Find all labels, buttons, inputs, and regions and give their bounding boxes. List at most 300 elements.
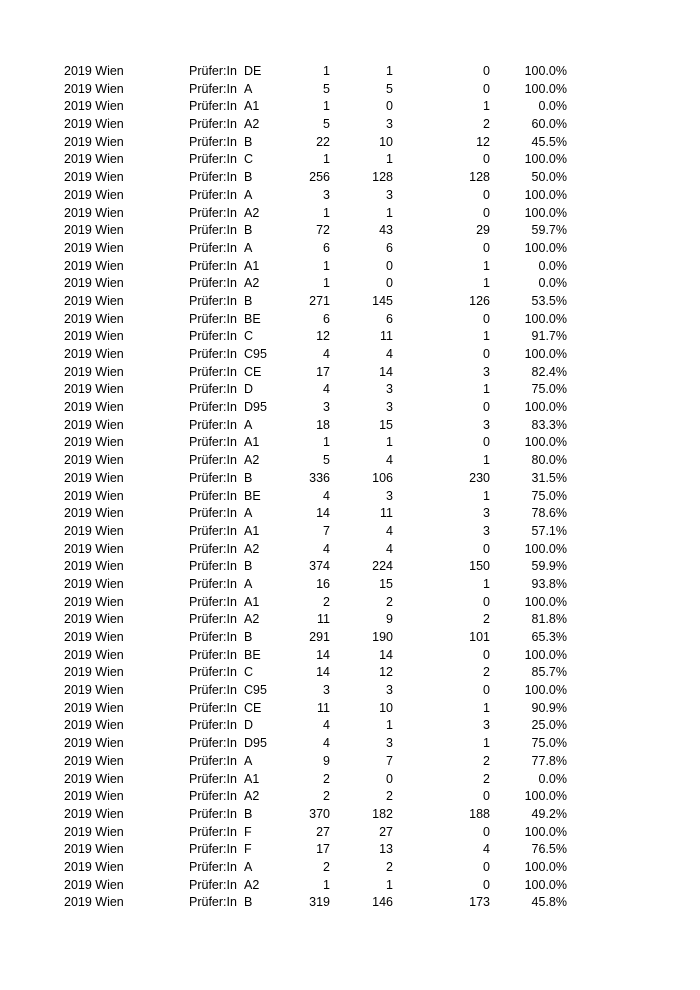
- failed-count-cell: 0: [483, 683, 490, 698]
- year-city-cell: 2019 Wien: [64, 612, 124, 627]
- role-cell: Prüfer:In: [189, 470, 237, 485]
- table-row: [0, 258, 700, 276]
- passed-count-cell: 1: [386, 877, 393, 892]
- total-count-cell: 5: [323, 81, 330, 96]
- license-class-cell: A1: [244, 258, 260, 273]
- license-class-cell: A2: [244, 117, 260, 132]
- license-class-cell: CE: [244, 700, 262, 715]
- license-class-cell: BE: [244, 311, 261, 326]
- total-count-cell: 5: [323, 453, 330, 468]
- pass-rate-cell: 100.0%: [524, 859, 567, 874]
- year-city-cell: 2019 Wien: [64, 170, 124, 185]
- failed-count-cell: 2: [483, 665, 490, 680]
- total-count-cell: 4: [323, 382, 330, 397]
- pass-rate-cell: 45.5%: [531, 134, 567, 149]
- table-row: [0, 859, 700, 877]
- total-count-cell: 370: [309, 806, 330, 821]
- role-cell: Prüfer:In: [189, 718, 237, 733]
- table-row: [0, 205, 700, 223]
- failed-count-cell: 0: [483, 205, 490, 220]
- license-class-cell: A1: [244, 594, 260, 609]
- license-class-cell: DE: [244, 64, 262, 78]
- failed-count-cell: 0: [483, 877, 490, 892]
- failed-count-cell: 0: [483, 541, 490, 556]
- table-row: [0, 293, 700, 311]
- role-cell: Prüfer:In: [189, 665, 237, 680]
- passed-count-cell: 3: [386, 488, 393, 503]
- pass-rate-cell: 83.3%: [531, 417, 567, 432]
- failed-count-cell: 1: [483, 276, 490, 291]
- table-row: [0, 523, 700, 541]
- table-row: [0, 488, 700, 506]
- passed-count-cell: 11: [380, 506, 393, 521]
- year-city-cell: 2019 Wien: [64, 64, 124, 78]
- table-row: [0, 116, 700, 134]
- role-cell: Prüfer:In: [189, 99, 237, 114]
- total-count-cell: 3: [323, 400, 330, 415]
- table-row: [0, 169, 700, 187]
- total-count-cell: 336: [309, 470, 330, 485]
- passed-count-cell: 2: [386, 789, 393, 804]
- year-city-cell: 2019 Wien: [64, 559, 124, 574]
- license-class-cell: B: [244, 470, 253, 485]
- year-city-cell: 2019 Wien: [64, 877, 124, 892]
- role-cell: Prüfer:In: [189, 417, 237, 432]
- data-table: [0, 63, 700, 912]
- pass-rate-cell: 50.0%: [531, 170, 567, 185]
- failed-count-cell: 3: [483, 364, 490, 379]
- role-cell: Prüfer:In: [189, 594, 237, 609]
- total-count-cell: 14: [316, 506, 330, 521]
- pass-rate-cell: 80.0%: [531, 453, 567, 468]
- role-cell: Prüfer:In: [189, 683, 237, 698]
- failed-count-cell: 29: [476, 223, 490, 238]
- table-row: [0, 735, 700, 753]
- table-row: [0, 346, 700, 364]
- year-city-cell: 2019 Wien: [64, 488, 124, 503]
- table-row: [0, 151, 700, 169]
- role-cell: Prüfer:In: [189, 559, 237, 574]
- license-class-cell: A2: [244, 205, 260, 220]
- passed-count-cell: 13: [379, 842, 393, 857]
- passed-count-cell: 9: [386, 612, 393, 627]
- year-city-cell: 2019 Wien: [64, 400, 124, 415]
- pass-rate-cell: 49.2%: [531, 806, 567, 821]
- total-count-cell: 1: [323, 258, 330, 273]
- year-city-cell: 2019 Wien: [64, 453, 124, 468]
- role-cell: Prüfer:In: [189, 329, 237, 344]
- passed-count-cell: 1: [386, 205, 393, 220]
- total-count-cell: 9: [323, 753, 330, 768]
- passed-count-cell: 11: [380, 329, 393, 344]
- pass-rate-cell: 77.8%: [531, 753, 567, 768]
- pass-rate-cell: 100.0%: [524, 81, 567, 96]
- failed-count-cell: 0: [483, 859, 490, 874]
- year-city-cell: 2019 Wien: [64, 117, 124, 132]
- year-city-cell: 2019 Wien: [64, 240, 124, 255]
- total-count-cell: 17: [316, 842, 330, 857]
- license-class-cell: C: [244, 152, 254, 167]
- pass-rate-cell: 91.7%: [531, 329, 567, 344]
- pass-rate-cell: 31.5%: [531, 470, 567, 485]
- license-class-cell: C95: [244, 683, 267, 698]
- passed-count-cell: 0: [386, 99, 393, 114]
- pass-rate-cell: 100.0%: [524, 347, 567, 361]
- year-city-cell: 2019 Wien: [64, 417, 124, 432]
- role-cell: Prüfer:In: [189, 824, 237, 839]
- failed-count-cell: 3: [483, 506, 490, 521]
- failed-count-cell: 1: [483, 700, 490, 715]
- year-city-cell: 2019 Wien: [64, 630, 124, 644]
- license-class-cell: BE: [244, 647, 261, 662]
- role-cell: Prüfer:In: [189, 523, 237, 538]
- pass-rate-cell: 25.0%: [531, 718, 567, 733]
- license-class-cell: A: [244, 81, 253, 96]
- failed-count-cell: 101: [469, 630, 490, 644]
- license-class-cell: C: [244, 665, 254, 680]
- failed-count-cell: 0: [483, 152, 490, 167]
- year-city-cell: 2019 Wien: [64, 700, 124, 715]
- table-row: [0, 558, 700, 576]
- pass-rate-cell: 60.0%: [531, 117, 567, 132]
- passed-count-cell: 14: [379, 647, 393, 662]
- role-cell: Prüfer:In: [189, 117, 237, 132]
- passed-count-cell: 14: [379, 364, 393, 379]
- passed-count-cell: 5: [386, 81, 393, 96]
- role-cell: Prüfer:In: [189, 435, 237, 450]
- total-count-cell: 2: [323, 789, 330, 804]
- license-class-cell: CE: [244, 364, 262, 379]
- role-cell: Prüfer:In: [189, 630, 237, 644]
- year-city-cell: 2019 Wien: [64, 895, 124, 910]
- passed-count-cell: 145: [372, 293, 393, 308]
- pass-rate-cell: 100.0%: [524, 877, 567, 892]
- pass-rate-cell: 100.0%: [524, 594, 567, 609]
- year-city-cell: 2019 Wien: [64, 523, 124, 538]
- total-count-cell: 3: [323, 683, 330, 698]
- table-row: [0, 364, 700, 382]
- total-count-cell: 4: [323, 488, 330, 503]
- total-count-cell: 14: [316, 665, 330, 680]
- table-row: [0, 275, 700, 293]
- role-cell: Prüfer:In: [189, 647, 237, 662]
- total-count-cell: 14: [316, 647, 330, 662]
- table-row: [0, 381, 700, 399]
- year-city-cell: 2019 Wien: [64, 470, 124, 485]
- role-cell: Prüfer:In: [189, 187, 237, 202]
- total-count-cell: 1: [323, 152, 330, 167]
- total-count-cell: 1: [323, 64, 330, 78]
- failed-count-cell: 0: [483, 824, 490, 839]
- table-row: [0, 611, 700, 629]
- year-city-cell: 2019 Wien: [64, 329, 124, 344]
- role-cell: Prüfer:In: [189, 152, 237, 167]
- year-city-cell: 2019 Wien: [64, 541, 124, 556]
- failed-count-cell: 1: [483, 453, 490, 468]
- failed-count-cell: 0: [483, 240, 490, 255]
- pass-rate-cell: 100.0%: [524, 240, 567, 255]
- year-city-cell: 2019 Wien: [64, 435, 124, 450]
- license-class-cell: D95: [244, 400, 267, 415]
- license-class-cell: C95: [244, 347, 267, 361]
- table-row: [0, 63, 700, 81]
- pass-rate-cell: 75.0%: [531, 736, 567, 751]
- pass-rate-cell: 57.1%: [531, 523, 567, 538]
- failed-count-cell: 3: [483, 417, 490, 432]
- total-count-cell: 256: [309, 170, 330, 185]
- pass-rate-cell: 100.0%: [524, 187, 567, 202]
- year-city-cell: 2019 Wien: [64, 258, 124, 273]
- total-count-cell: 17: [316, 364, 330, 379]
- passed-count-cell: 10: [379, 134, 393, 149]
- total-count-cell: 1: [323, 99, 330, 114]
- role-cell: Prüfer:In: [189, 293, 237, 308]
- table-row: [0, 664, 700, 682]
- passed-count-cell: 4: [386, 453, 393, 468]
- passed-count-cell: 43: [379, 223, 393, 238]
- pass-rate-cell: 0.0%: [538, 276, 567, 291]
- total-count-cell: 6: [323, 240, 330, 255]
- pass-rate-cell: 100.0%: [524, 683, 567, 698]
- table-row: [0, 98, 700, 116]
- license-class-cell: B: [244, 293, 253, 308]
- passed-count-cell: 1: [386, 152, 393, 167]
- role-cell: Prüfer:In: [189, 240, 237, 255]
- passed-count-cell: 0: [386, 258, 393, 273]
- role-cell: Prüfer:In: [189, 506, 237, 521]
- passed-count-cell: 3: [386, 400, 393, 415]
- table-row: [0, 682, 700, 700]
- year-city-cell: 2019 Wien: [64, 665, 124, 680]
- total-count-cell: 1: [323, 205, 330, 220]
- passed-count-cell: 15: [379, 417, 393, 432]
- failed-count-cell: 128: [469, 170, 490, 185]
- role-cell: Prüfer:In: [189, 736, 237, 751]
- total-count-cell: 319: [309, 895, 330, 910]
- license-class-cell: D: [244, 382, 254, 397]
- passed-count-cell: 10: [379, 700, 393, 715]
- role-cell: Prüfer:In: [189, 877, 237, 892]
- total-count-cell: 2: [323, 859, 330, 874]
- role-cell: Prüfer:In: [189, 64, 237, 78]
- failed-count-cell: 150: [469, 559, 490, 574]
- failed-count-cell: 1: [483, 329, 490, 344]
- pass-rate-cell: 59.9%: [531, 559, 567, 574]
- table-row: [0, 806, 700, 824]
- role-cell: Prüfer:In: [189, 311, 237, 326]
- license-class-cell: A2: [244, 612, 260, 627]
- failed-count-cell: 2: [483, 117, 490, 132]
- passed-count-cell: 7: [386, 753, 393, 768]
- total-count-cell: 11: [317, 700, 330, 715]
- total-count-cell: 1: [323, 276, 330, 291]
- failed-count-cell: 0: [483, 647, 490, 662]
- year-city-cell: 2019 Wien: [64, 718, 124, 733]
- role-cell: Prüfer:In: [189, 382, 237, 397]
- passed-count-cell: 4: [386, 523, 393, 538]
- year-city-cell: 2019 Wien: [64, 824, 124, 839]
- failed-count-cell: 0: [483, 594, 490, 609]
- passed-count-cell: 1: [386, 64, 393, 78]
- table-row: [0, 328, 700, 346]
- role-cell: Prüfer:In: [189, 258, 237, 273]
- year-city-cell: 2019 Wien: [64, 789, 124, 804]
- passed-count-cell: 6: [386, 311, 393, 326]
- total-count-cell: 271: [309, 293, 330, 308]
- passed-count-cell: 27: [379, 824, 393, 839]
- pass-rate-cell: 100.0%: [524, 400, 567, 415]
- failed-count-cell: 2: [483, 753, 490, 768]
- year-city-cell: 2019 Wien: [64, 276, 124, 291]
- year-city-cell: 2019 Wien: [64, 683, 124, 698]
- passed-count-cell: 1: [386, 718, 393, 733]
- year-city-cell: 2019 Wien: [64, 806, 124, 821]
- pass-rate-cell: 100.0%: [524, 64, 567, 78]
- role-cell: Prüfer:In: [189, 541, 237, 556]
- table-row: [0, 187, 700, 205]
- passed-count-cell: 146: [372, 895, 393, 910]
- total-count-cell: 16: [316, 576, 330, 591]
- table-row: [0, 771, 700, 789]
- year-city-cell: 2019 Wien: [64, 311, 124, 326]
- table-row: [0, 434, 700, 452]
- license-class-cell: A: [244, 240, 253, 255]
- license-class-cell: A: [244, 417, 253, 432]
- year-city-cell: 2019 Wien: [64, 347, 124, 361]
- pass-rate-cell: 0.0%: [538, 258, 567, 273]
- pass-rate-cell: 78.6%: [531, 506, 567, 521]
- passed-count-cell: 3: [386, 382, 393, 397]
- role-cell: Prüfer:In: [189, 895, 237, 910]
- table-row: [0, 788, 700, 806]
- license-class-cell: B: [244, 223, 253, 238]
- pass-rate-cell: 100.0%: [524, 647, 567, 662]
- passed-count-cell: 0: [386, 771, 393, 786]
- role-cell: Prüfer:In: [189, 859, 237, 874]
- passed-count-cell: 224: [372, 559, 393, 574]
- failed-count-cell: 126: [469, 293, 490, 308]
- license-class-cell: A2: [244, 276, 260, 291]
- year-city-cell: 2019 Wien: [64, 859, 124, 874]
- license-class-cell: A: [244, 576, 253, 591]
- total-count-cell: 4: [323, 736, 330, 751]
- role-cell: Prüfer:In: [189, 806, 237, 821]
- license-class-cell: D: [244, 718, 254, 733]
- license-class-cell: F: [244, 824, 252, 839]
- year-city-cell: 2019 Wien: [64, 205, 124, 220]
- year-city-cell: 2019 Wien: [64, 364, 124, 379]
- total-count-cell: 11: [317, 612, 330, 627]
- passed-count-cell: 3: [386, 736, 393, 751]
- license-class-cell: A2: [244, 877, 260, 892]
- failed-count-cell: 0: [483, 64, 490, 78]
- pass-rate-cell: 100.0%: [524, 435, 567, 450]
- license-class-cell: B: [244, 170, 253, 185]
- table-row: [0, 399, 700, 417]
- pass-rate-cell: 100.0%: [524, 541, 567, 556]
- year-city-cell: 2019 Wien: [64, 594, 124, 609]
- total-count-cell: 5: [323, 117, 330, 132]
- table-row: [0, 311, 700, 329]
- role-cell: Prüfer:In: [189, 170, 237, 185]
- role-cell: Prüfer:In: [189, 400, 237, 415]
- role-cell: Prüfer:In: [189, 612, 237, 627]
- year-city-cell: 2019 Wien: [64, 576, 124, 591]
- pass-rate-cell: 75.0%: [531, 382, 567, 397]
- license-class-cell: A1: [244, 771, 260, 786]
- failed-count-cell: 0: [483, 81, 490, 96]
- failed-count-cell: 3: [483, 718, 490, 733]
- pass-rate-cell: 0.0%: [538, 99, 567, 114]
- failed-count-cell: 1: [483, 258, 490, 273]
- role-cell: Prüfer:In: [189, 488, 237, 503]
- failed-count-cell: 2: [483, 771, 490, 786]
- failed-count-cell: 0: [483, 435, 490, 450]
- failed-count-cell: 1: [483, 488, 490, 503]
- total-count-cell: 12: [316, 329, 330, 344]
- year-city-cell: 2019 Wien: [64, 81, 124, 96]
- failed-count-cell: 0: [483, 311, 490, 326]
- passed-count-cell: 4: [386, 347, 393, 361]
- table-row: [0, 505, 700, 523]
- role-cell: Prüfer:In: [189, 753, 237, 768]
- passed-count-cell: 15: [379, 576, 393, 591]
- pass-rate-cell: 85.7%: [531, 665, 567, 680]
- total-count-cell: 1: [323, 877, 330, 892]
- year-city-cell: 2019 Wien: [64, 134, 124, 149]
- passed-count-cell: 2: [386, 594, 393, 609]
- total-count-cell: 22: [316, 134, 330, 149]
- total-count-cell: 2: [323, 771, 330, 786]
- year-city-cell: 2019 Wien: [64, 293, 124, 308]
- license-class-cell: A: [244, 506, 253, 521]
- passed-count-cell: 4: [386, 541, 393, 556]
- pass-rate-cell: 75.0%: [531, 488, 567, 503]
- failed-count-cell: 1: [483, 382, 490, 397]
- table-row: [0, 753, 700, 771]
- total-count-cell: 7: [323, 523, 330, 538]
- role-cell: Prüfer:In: [189, 347, 237, 361]
- total-count-cell: 4: [323, 347, 330, 361]
- license-class-cell: A1: [244, 99, 260, 114]
- role-cell: Prüfer:In: [189, 700, 237, 715]
- role-cell: Prüfer:In: [189, 81, 237, 96]
- passed-count-cell: 190: [372, 630, 393, 644]
- table-row: [0, 470, 700, 488]
- year-city-cell: 2019 Wien: [64, 152, 124, 167]
- license-class-cell: C: [244, 329, 254, 344]
- failed-count-cell: 230: [469, 470, 490, 485]
- role-cell: Prüfer:In: [189, 223, 237, 238]
- passed-count-cell: 3: [386, 683, 393, 698]
- license-class-cell: B: [244, 134, 253, 149]
- failed-count-cell: 0: [483, 187, 490, 202]
- passed-count-cell: 6: [386, 240, 393, 255]
- failed-count-cell: 12: [476, 134, 490, 149]
- total-count-cell: 72: [316, 223, 330, 238]
- passed-count-cell: 106: [372, 470, 393, 485]
- table-row: [0, 877, 700, 895]
- failed-count-cell: 3: [483, 523, 490, 538]
- total-count-cell: 18: [316, 417, 330, 432]
- table-row: [0, 629, 700, 647]
- role-cell: Prüfer:In: [189, 771, 237, 786]
- pass-rate-cell: 0.0%: [538, 771, 567, 786]
- pass-rate-cell: 81.8%: [531, 612, 567, 627]
- role-cell: Prüfer:In: [189, 576, 237, 591]
- failed-count-cell: 0: [483, 347, 490, 361]
- total-count-cell: 27: [316, 824, 330, 839]
